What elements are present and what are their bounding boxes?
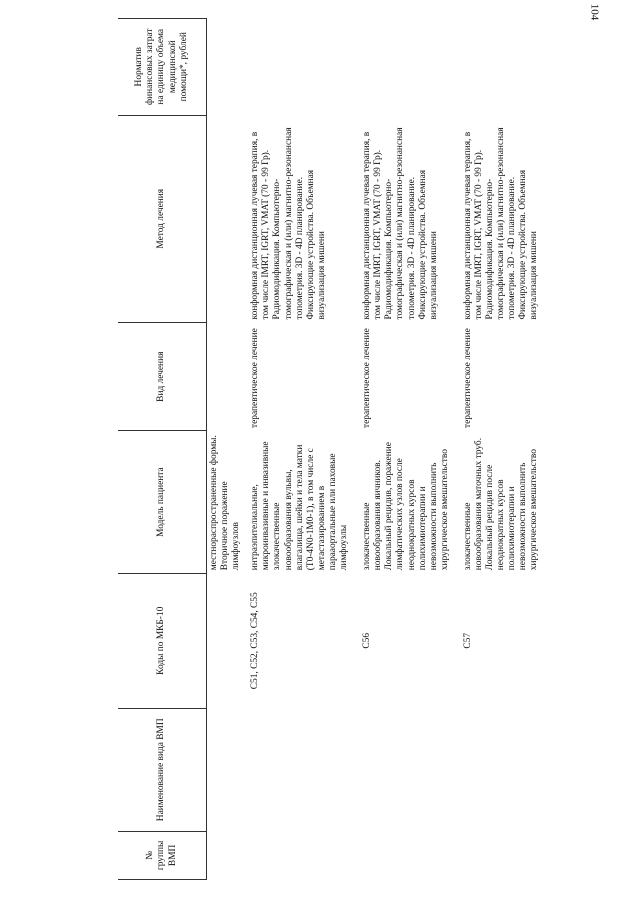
cell-icd-codes: C51, C52, C53, C54, C55 xyxy=(250,592,261,690)
cell-icd-codes: C56 xyxy=(362,632,373,649)
rotated-table-wrapper xyxy=(118,0,588,880)
cell-patient-model: интраэпителиальные, микроинвазивные и инвазивные злокачественные новообразования вульвы, влагалища, шейки и тела матки (T0-4N0-1M0-1), в том числе с метастазированием в парааортальные или паховые лимфоузлы xyxy=(250,441,350,571)
header-group-number: № группы ВМП xyxy=(118,831,207,879)
cell-treatment-method: конформная дистанционная лучевая терапия, в том числе IMRT, IGRT, VMAT (70 - 99 Гр). Радиомодификация. Компьютерно-томографическая и (или) магнитно-резонансная топометрия. 3D - 4D планирование. Фиксирующие устройства. Объемная визуализация мишени xyxy=(250,127,327,320)
cell-patient-model: местнораспространенные формы. Вторичное поражение лимфоузлов xyxy=(209,435,242,571)
page-number: 104 xyxy=(587,3,600,21)
table-row xyxy=(463,19,553,880)
header-cost-norm: Норматив финансовых затрат на единицу объема медицинской помощи*, рублей xyxy=(118,19,207,116)
cell-treatment-type: терапевтическое лечение xyxy=(362,328,373,428)
cell-icd-codes: C57 xyxy=(462,632,473,649)
header-treatment-method: Метод лечения xyxy=(118,115,207,322)
cell-treatment-type: терапевтическое лечение xyxy=(250,328,261,428)
header-patient-model: Модель пациента xyxy=(118,431,207,573)
header-row xyxy=(118,19,207,880)
vmp-table xyxy=(118,18,553,880)
header-treatment-type: Вид лечения xyxy=(118,322,207,431)
table-row xyxy=(362,19,463,880)
table-row-continuation xyxy=(207,19,251,880)
cell-treatment-method: конформная дистанционная лучевая терапия, в том числе IMRT, IGRT, VMAT (70 - 99 Гр). Радиомодификация. Компьютерно-томографическая и (или) магнитно-резонансная топометрия. 3D - 4D планирование. Фиксирующие устройства. Объемная визуализация мишени xyxy=(362,127,439,320)
cell-treatment-type: терапевтическое лечение xyxy=(462,328,473,428)
cell-patient-model: злокачественные новообразования яичников. Локальный рецидив, поражение лимфатических узлов после неоднократных курсов полихимиотерапии и невозможности выполнить хирургическое вмешательство xyxy=(362,442,450,571)
cell-patient-model: злокачественные новообразования маточных труб. Локальный рецидив после неоднократных курсов полихимиотерапии и невозможности выполнить хирургическое вмешательство xyxy=(462,437,540,571)
header-vmp-name: Наименование вида ВМП xyxy=(118,708,207,831)
table-row xyxy=(250,19,362,880)
header-icd-codes: Коды по МКБ-10 xyxy=(118,573,207,708)
cell-treatment-method: конформная дистанционная лучевая терапия, в том числе IMRT, IGRT, VMAT (70 - 99 Гр). Радиомодификация. Компьютерно-томографическая и (или) магнитно-резонансная топометрия. 3D - 4D планирование. Фиксирующие устройства. Объемная визуализация мишени xyxy=(462,127,540,320)
